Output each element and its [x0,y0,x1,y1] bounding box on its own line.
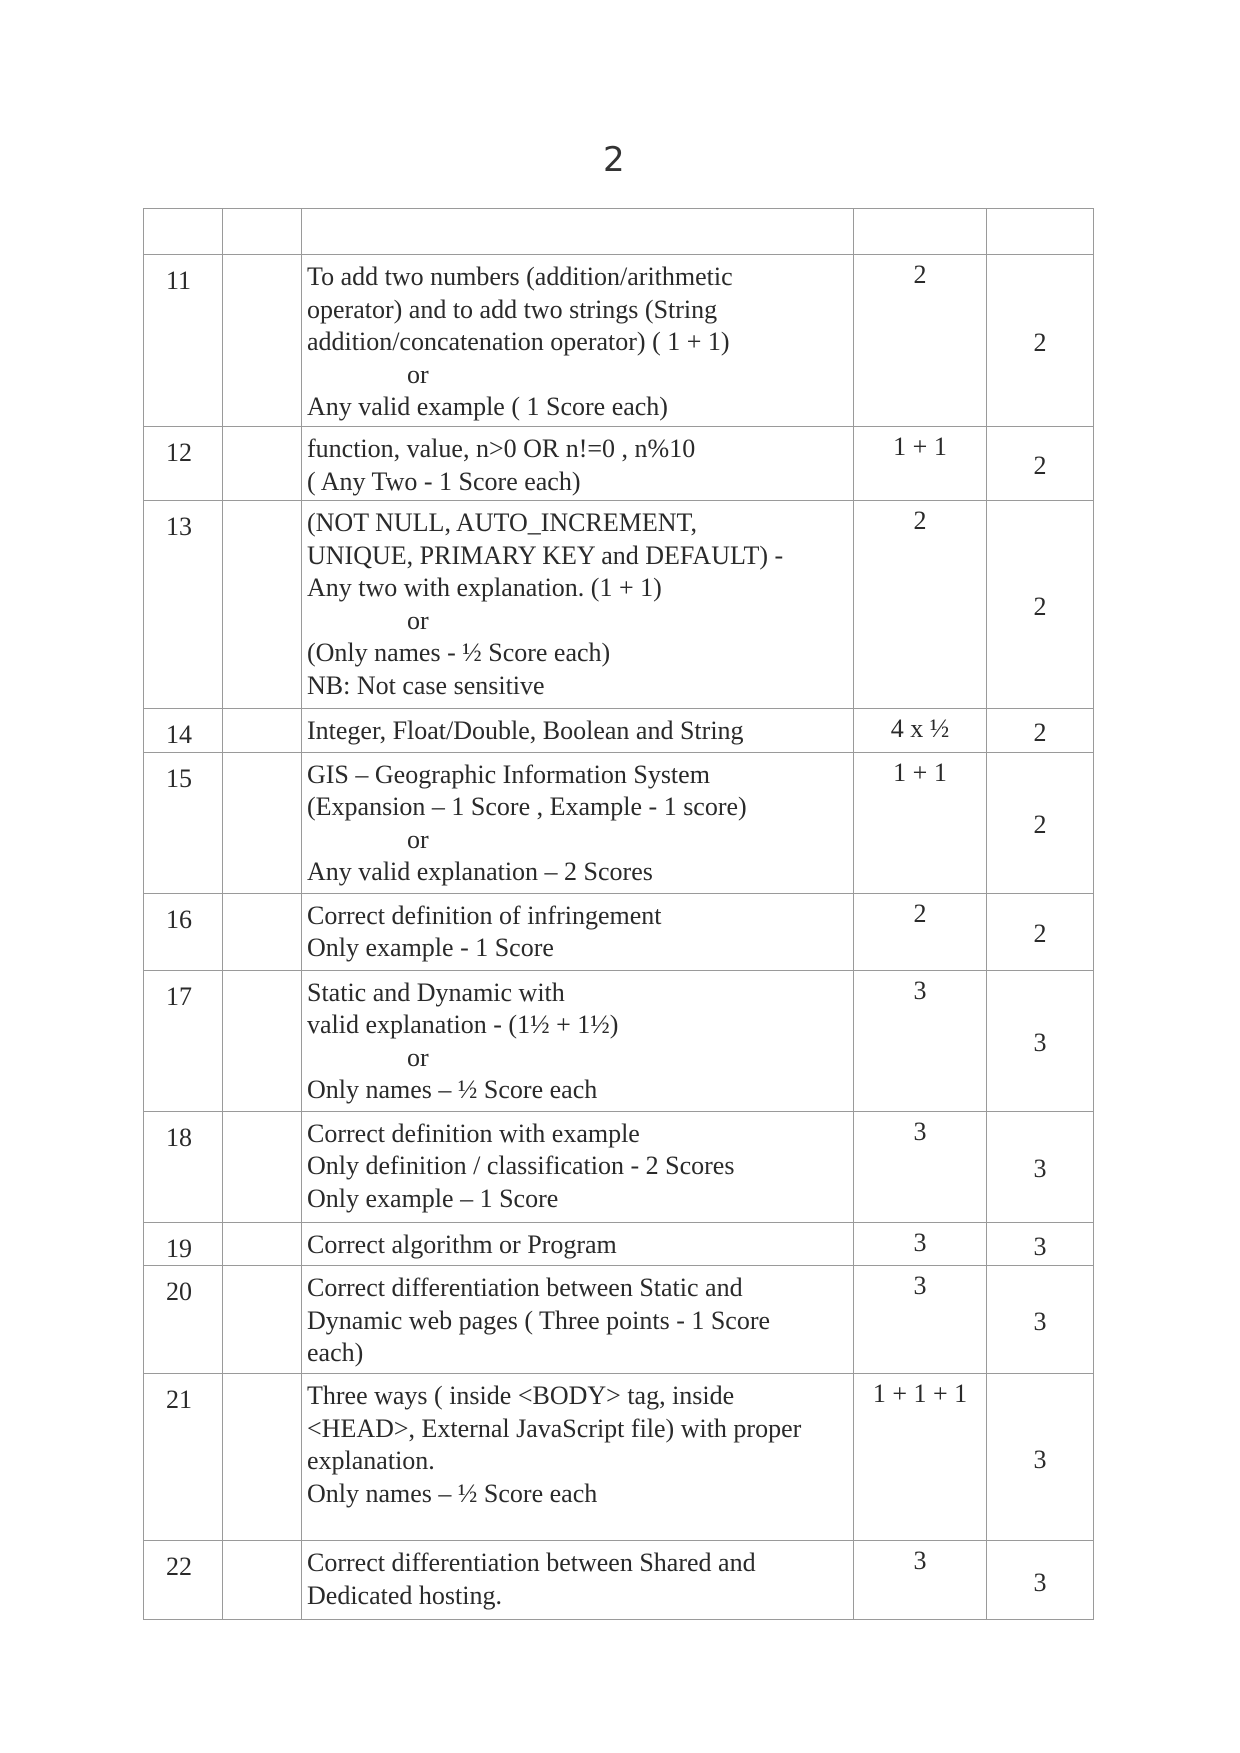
answer-line: Three ways ( inside <BODY> tag, inside [307,1381,735,1410]
blank-cell [223,501,302,709]
split-score: 2 [854,255,987,427]
answer-line: or [407,1042,429,1072]
answer-line: Static and Dynamic with [307,977,565,1007]
answer-line: (NOT NULL, AUTO_INCREMENT, [307,508,697,537]
answer-line: Any valid example ( 1 Score each) [307,392,668,421]
blank-cell [223,1111,302,1222]
answer-line: or [407,824,429,854]
answer-line: or [407,359,429,389]
total-score: 3 [987,1541,1094,1620]
blank-cell [223,255,302,427]
total-score: 3 [987,1266,1094,1374]
question-number: 22 [144,1541,223,1620]
split-score: 3 [854,1222,987,1266]
blank-cell [223,427,302,501]
total-score: 2 [987,501,1094,709]
split-score: 2 [854,501,987,709]
table-row [144,893,1094,970]
question-number: 18 [144,1111,223,1222]
split-score: 3 [854,1111,987,1222]
scoring-table [143,208,1094,1620]
answer-description [302,1111,854,1222]
answer-description [302,1374,854,1541]
blank-cell [223,893,302,970]
answer-description [302,709,854,753]
split-score: 1 + 1 + 1 [854,1374,987,1541]
total-score: 2 [987,752,1094,893]
answer-description [302,752,854,893]
answer-line: UNIQUE, PRIMARY KEY and DEFAULT) - [307,540,784,570]
answer-line: Only definition / classification - 2 Scores [307,1151,735,1180]
table-row [144,427,1094,501]
total-score: 3 [987,1374,1094,1541]
table-row [144,752,1094,893]
total-score: 2 [987,893,1094,970]
total-score: 3 [987,970,1094,1111]
blank-cell [223,1222,302,1266]
answer-line: (Expansion – 1 Score , Example - 1 score) [307,792,747,821]
answer-line: addition/concatenation operator) ( 1 + 1) [307,327,730,356]
total-score: 3 [987,1111,1094,1222]
answer-description [302,1266,854,1374]
answer-line: To add two numbers (addition/arithmetic [307,262,733,291]
answer-description [302,1541,854,1620]
answer-line: or [407,605,429,635]
answer-line: Correct differentiation between Shared and [307,1548,756,1577]
table-row [144,1374,1094,1541]
answer-line: valid explanation - (1½ + 1½) [307,1010,619,1039]
answer-description [302,893,854,970]
question-number: 20 [144,1266,223,1374]
answer-line: GIS – Geographic Information System [307,759,710,789]
blank-cell [223,1266,302,1374]
answer-description [302,970,854,1111]
question-number: 19 [144,1222,223,1266]
split-score: 2 [854,893,987,970]
blank-cell [223,970,302,1111]
answer-line: explanation. [307,1446,435,1475]
answer-line: Only names – ½ Score each [307,1075,598,1104]
answer-description [302,1222,854,1266]
answer-line: Only names – ½ Score each [307,1478,598,1508]
answer-line: Any valid explanation – 2 Scores [307,857,653,886]
answer-line: each) [307,1338,364,1367]
table-row [144,1222,1094,1266]
question-number: 13 [144,501,223,709]
question-number: 14 [144,709,223,753]
answer-line: Only example - 1 Score [307,933,554,962]
total-score: 2 [987,427,1094,501]
table-row [144,1111,1094,1222]
answer-description [302,427,854,501]
question-number: 17 [144,970,223,1111]
question-number: 12 [144,427,223,501]
split-score: 1 + 1 [854,752,987,893]
blank-cell [223,1541,302,1620]
question-number: 16 [144,893,223,970]
split-score: 3 [854,1266,987,1374]
blank-cell [223,709,302,753]
split-score: 4 x ½ [854,709,987,753]
answer-line: Correct definition with example [307,1118,640,1148]
answer-line: Any two with explanation. (1 + 1) [307,573,662,602]
page-number: 2 [603,140,625,180]
table-row [144,970,1094,1111]
table-row [144,255,1094,427]
answer-line: Only example – 1 Score [307,1183,559,1213]
split-score: 3 [854,970,987,1111]
header-row [144,209,1094,255]
split-score: 3 [854,1541,987,1620]
table-row [144,1541,1094,1620]
total-score: 2 [987,709,1094,753]
answer-line: ( Any Two - 1 Score each) [307,466,581,496]
total-score: 3 [987,1222,1094,1266]
answer-line: Correct differentiation between Static and [307,1273,743,1302]
answer-line: <HEAD>, External JavaScript file) with proper [307,1413,802,1443]
answer-line: Dedicated hosting. [307,1580,502,1610]
question-number: 11 [144,255,223,427]
table-row [144,501,1094,709]
table-row [144,709,1094,753]
blank-cell [223,1374,302,1541]
answer-description [302,255,854,427]
total-score: 2 [987,255,1094,427]
answer-line: operator) and to add two strings (String [307,294,718,324]
answer-line: Dynamic web pages ( Three points - 1 Score [307,1305,771,1335]
question-number: 15 [144,752,223,893]
answer-description [302,501,854,709]
answer-line: NB: Not case sensitive [307,670,545,700]
answer-line: (Only names - ½ Score each) [307,638,611,667]
answer-line: Correct definition of infringement [307,900,662,930]
answer-line: Integer, Float/Double, Boolean and String [307,716,744,745]
blank-cell [223,752,302,893]
answer-line: Correct algorithm or Program [307,1229,617,1259]
table-row [144,1266,1094,1374]
answer-line: function, value, n>0 OR n!=0 , n%10 [307,434,696,463]
question-number: 21 [144,1374,223,1541]
split-score: 1 + 1 [854,427,987,501]
